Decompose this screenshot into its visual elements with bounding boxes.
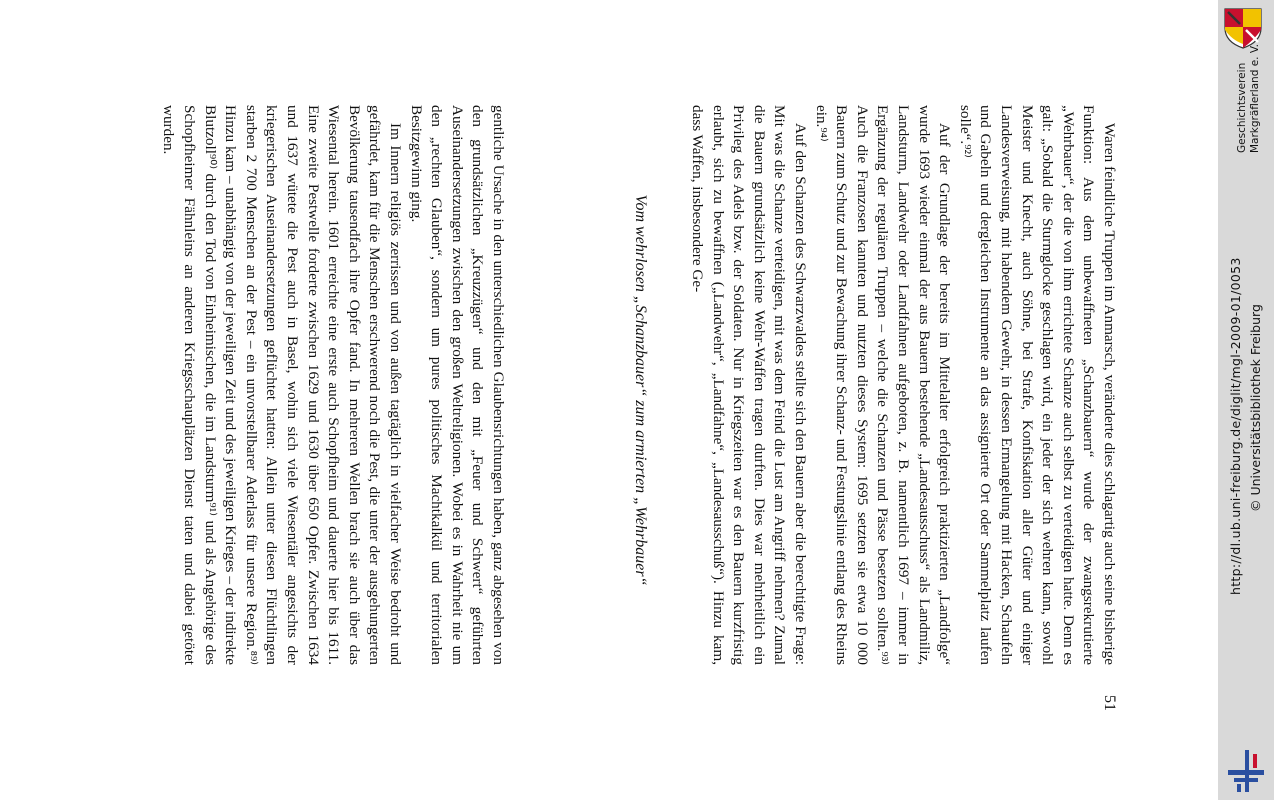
paragraph: gentliche Ursache in den unterschiedlichen Glaubensrichtungen haben, ganz abgesehen von den grundsätzlichen „Kreuzzügen“ und den mit „Feuer und Schwert“ geführten Auseinandersetzungen zwischen den großen Weltreligionen. Wobei es in Wahrheit nie um den „rechten Glauben“, sondern um pures politisches Machtkalkül und territorialen Besitzgewinn ging. [407, 105, 507, 665]
paragraph: Waren feindliche Truppen im Anmarsch, veränderte dies schlagartig auch seine bisherige Funktion: Aus dem unbewaffneten „Schanzbauern“ wurde der zwangsrekrutierte „Wehrbauer“, der die von ihm errichtete Schanze auch selbst zu verteidigen hatte. Denn es galt: „Sobald die Sturmglocke geschlagen wird, ein jeder der sich wehren kann, sowohl Meister und Knecht, auch Söhne, bei Strafe, Konfiskation aller Güter und einiger Landesverweisung, mit habendem Gewehr, in dessen Ermangelung mit Hacken, Schaufeln und Gabeln und dergleichen Instrumente an das assignierte Ort oder Sammelplatz laufen solle“.⁹²⁾ [956, 105, 1118, 665]
society-name-line2: Markgräflerland e. V. [1249, 43, 1261, 153]
text-block-bottom [687, 105, 1119, 665]
section-heading: Vom wehrlosen „Schanzbauer“ zum armierten „Wehrbauer“ [632, 194, 649, 586]
copyright-notice: © Universitätsbibliothek Freiburg [1248, 304, 1263, 512]
paragraph: Auf der Grundlage der bereits im Mittelalter erfolgreich praktizierten „Landfolge“ wurde 1693 wieder einmal der aus Bauern bestehende „Landesausschuss“ als Landmiliz, Landsturm, Landwehr oder Landfahnen aufgeboten, z. B. namentlich 1697 – immer in Ergänzung der regulären Truppen – welche die Schanzen und Pässe besetzen sollten.⁹³⁾ Auch die Franzosen kannten und nutzten dieses System: 1695 setzten sie etwa 10 000 Bauern zum Schutz und zur Bewachung ihrer Schanz- und Festungslinie entlang des Rheins ein.⁹⁴⁾ [812, 105, 954, 665]
source-url-link[interactable]: http://dl.ub.uni-freiburg.de/diglit/mgl-2009-01/0053 [1228, 257, 1243, 595]
text-block-top [158, 105, 508, 665]
society-name-line1: Geschichtsverein [1236, 62, 1248, 153]
paragraph: Auf den Schanzen des Schwarzwaldes stellte sich den Bauern aber die berechtigte Frage: Mit was die Schanze verteidigen, mit was dem Feind die Lust am Angriff nehmen? Zumal die Bauern grundsätzlich keine Wehr-Waffen tragen durften. Dies war mehrheitlich ein Privileg des Adels bzw. der Soldaten. Nur in Kriegszeiten war es den Bauern kurzfristig erlaubt, sich zu bewaffnen („Landwehr“, „Landfahne“, „Landesausschuß“). Hinzu kam, dass Waffen, insbesondere Ge- [689, 105, 810, 665]
university-library-logo-icon [1226, 748, 1268, 794]
page-number: 51 [1101, 695, 1118, 711]
paragraph: Im Innern religiös zerrissen und von außen tagtäglich in vielfacher Weise bedroht und gefährdet, kam für die Menschen erschwerend noch die Pest, die unter der ausgehungerten Bevölkerung tausendfach ihre Opfer fand. In mehreren Wellen brach sie auch über das Wiesental herein. 1601 erreichte eine erste auch Schopfheim und dauerte hier bis 1611. Eine zweite Pestwelle forderte zwischen 1629 und 1630 über 650 Opfer. Zwischen 1634 und 1637 wütete die Pest auch in Basel, wohin sich viele Wiesentäler angesichts der kriegerischen Auseinandersetzungen geflüchtet hatten: Allein unter diesen Flüchtlingen starben 2 700 Menschen an der Pest – ein unvorstellbarer Aderlass für unsere Region.⁸⁹⁾ Hinzu kam – unabhängig von der jeweiligen Zeit und des jeweiligen Krieges – der indirekte Blutzoll⁹⁰⁾ durch den Tod von Einheimischen, die im Landsturm⁹¹⁾ und als Angehörige des Schopfheimer Fähnleins an anderen Kriegsschauplätzen Dienst taten und dabei getötet wurden. [160, 105, 405, 665]
